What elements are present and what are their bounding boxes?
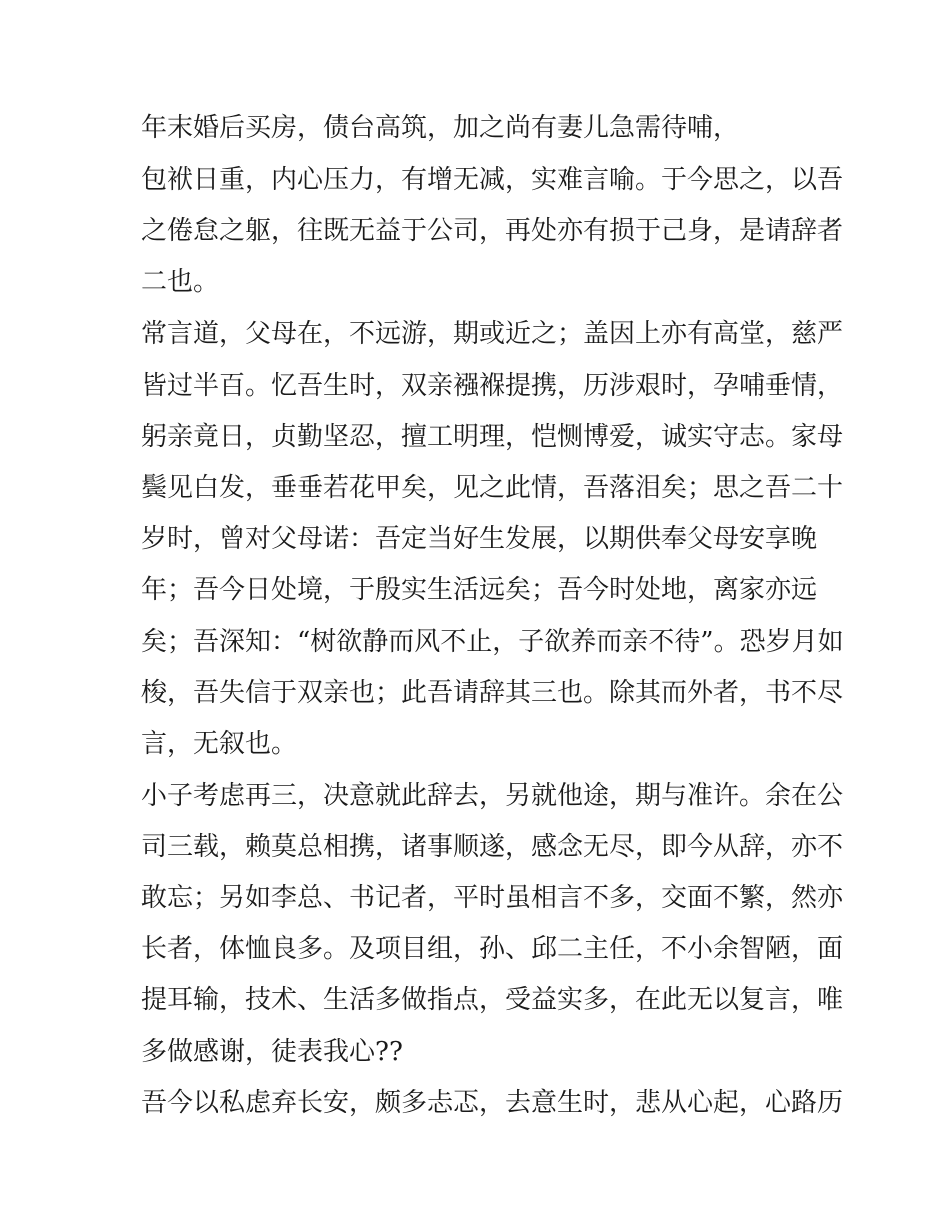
text-line: 躬亲竟日，贞勤坚忍，擅工明理，恺恻博爱，诚实守志。家母	[141, 422, 844, 452]
text-line: 常言道，父母在，不远游，期或近之；盖因上亦有高堂，慈严	[141, 319, 844, 349]
text-line: 矣；吾深知：“树欲静而风不止，子欲养而亲不待”。恐岁月如	[141, 627, 844, 657]
text-line: 言，无叙也。	[141, 729, 298, 759]
text-line: 提耳输，技术、生活多做指点，受益实多，在此无以复言，唯	[141, 985, 844, 1015]
text-line: 敢忘；另如李总、书记者，平时虽相言不多，交面不繁，然亦	[141, 883, 844, 913]
text-line: 长者，体恤良多。及项目组，孙、邱二主任，不小余智陋，面	[141, 934, 844, 964]
text-line: 年；吾今日处境，于殷实生活远矣；吾今时处地，离家亦远	[141, 575, 818, 605]
text-line: 鬓见白发，垂垂若花甲矣，见之此情，吾落泪矣；思之吾二十	[141, 473, 844, 503]
text-line: 司三载，赖莫总相携，诸事顺遂，感念无尽，即今从辞，亦不	[141, 832, 844, 862]
text-line: 梭，吾失信于双亲也；此吾请辞其三也。除其而外者，书不尽	[141, 678, 844, 708]
text-line: 小子考虑再三，决意就此辞去，另就他途，期与准许。余在公	[141, 781, 844, 811]
text-line: 之倦怠之躯，往既无益于公司，再处亦有损于己身，是请辞者	[141, 216, 844, 246]
text-line: 吾今以私虑弃长安，颇多忐忑，去意生时，悲从心起，心路历	[141, 1088, 844, 1118]
text-line: 多做感谢，徒表我心??	[141, 1037, 403, 1067]
text-line: 二也。	[141, 267, 220, 297]
text-line: 年末婚后买房，债台高筑，加之尚有妻儿急需待哺，	[141, 113, 740, 143]
text-line: 岁时，曾对父母诺：吾定当好生发展，以期供奉父母安享晚	[141, 524, 818, 554]
text-line: 皆过半百。忆吾生时，双亲襁褓提携，历涉艰时，孕哺垂情，	[141, 371, 844, 401]
text-line: 包袱日重，内心压力，有增无减，实难言喻。于今思之，以吾	[141, 165, 844, 195]
